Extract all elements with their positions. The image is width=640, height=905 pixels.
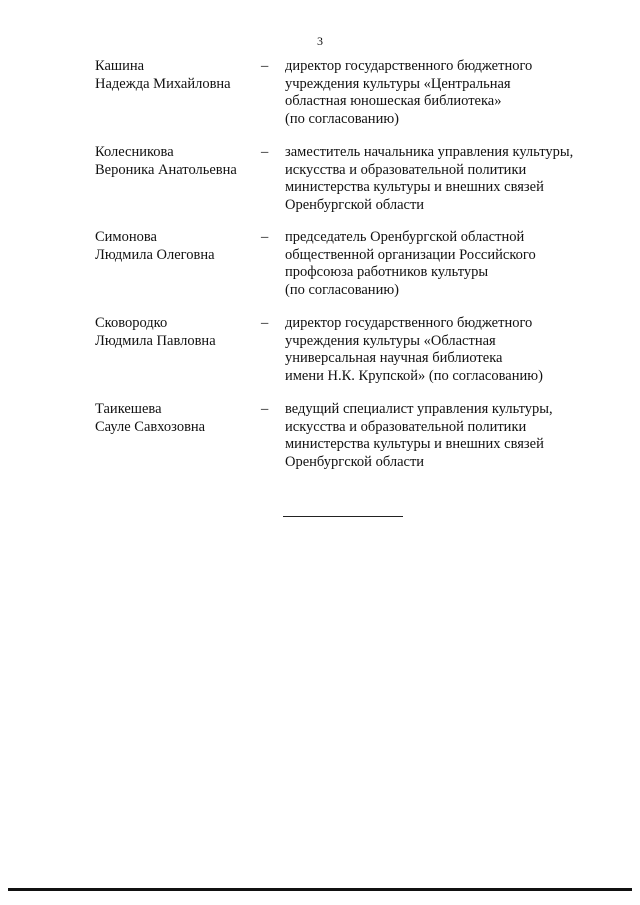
member-name bbox=[95, 58, 255, 93]
member-role bbox=[285, 144, 605, 214]
member-surname: Симонова bbox=[95, 229, 157, 245]
dash-separator: – bbox=[261, 144, 269, 160]
role-line: учреждения культуры «Областная bbox=[285, 332, 496, 349]
member-role bbox=[285, 229, 605, 299]
role-line: профсоюза работников культуры bbox=[285, 264, 489, 281]
member-surname: Сковородко bbox=[95, 315, 168, 331]
member-surname: Кашина bbox=[95, 58, 145, 74]
member-role bbox=[285, 401, 605, 471]
member-surname: Колесникова bbox=[95, 144, 174, 160]
role-line: общественной организации Российского bbox=[285, 246, 536, 263]
role-line: заместитель начальника управления культуры, bbox=[285, 144, 574, 160]
dash-separator: – bbox=[261, 58, 269, 74]
role-line: министерства культуры и внешних связей bbox=[285, 179, 544, 196]
member-surname: Таикешева bbox=[95, 401, 162, 417]
member-name bbox=[95, 315, 255, 350]
page-bottom-border bbox=[8, 888, 632, 891]
role-line: имени Н.К. Крупской» (по согласованию) bbox=[285, 367, 543, 384]
member-role bbox=[285, 58, 605, 128]
role-line: Оренбургской области bbox=[285, 196, 425, 213]
dash-separator: – bbox=[261, 229, 269, 245]
role-line: искусства и образовательной политики bbox=[285, 161, 527, 178]
member-role bbox=[285, 315, 605, 385]
page-number: 3 bbox=[317, 34, 323, 48]
role-line: учреждения культуры «Центральная bbox=[285, 75, 511, 92]
role-line: директор государственного бюджетного bbox=[285, 58, 533, 74]
member-name bbox=[95, 401, 255, 436]
member-given-names: Людмила Олеговна bbox=[95, 246, 215, 263]
role-line: министерства культуры и внешних связей bbox=[285, 436, 544, 453]
member-given-names: Людмила Павловна bbox=[95, 332, 216, 349]
role-line: (по согласованию) bbox=[285, 281, 399, 298]
member-given-names: Надежда Михайловна bbox=[95, 75, 231, 92]
end-of-list-rule bbox=[283, 516, 403, 517]
role-line: председатель Оренбургской областной bbox=[285, 229, 525, 245]
role-line: областная юношеская библиотека» bbox=[285, 93, 502, 110]
role-line: (по согласованию) bbox=[285, 110, 399, 127]
role-line: Оренбургской области bbox=[285, 453, 425, 470]
role-line: ведущий специалист управления культуры, bbox=[285, 401, 553, 417]
dash-separator: – bbox=[261, 315, 269, 331]
role-line: искусства и образовательной политики bbox=[285, 418, 527, 435]
role-line: универсальная научная библиотека bbox=[285, 350, 503, 367]
role-line: директор государственного бюджетного bbox=[285, 315, 533, 331]
dash-separator: – bbox=[261, 401, 269, 417]
member-given-names: Сауле Савхозовна bbox=[95, 418, 206, 435]
member-name bbox=[95, 144, 255, 179]
member-given-names: Вероника Анатольевна bbox=[95, 161, 237, 178]
member-name bbox=[95, 229, 255, 264]
